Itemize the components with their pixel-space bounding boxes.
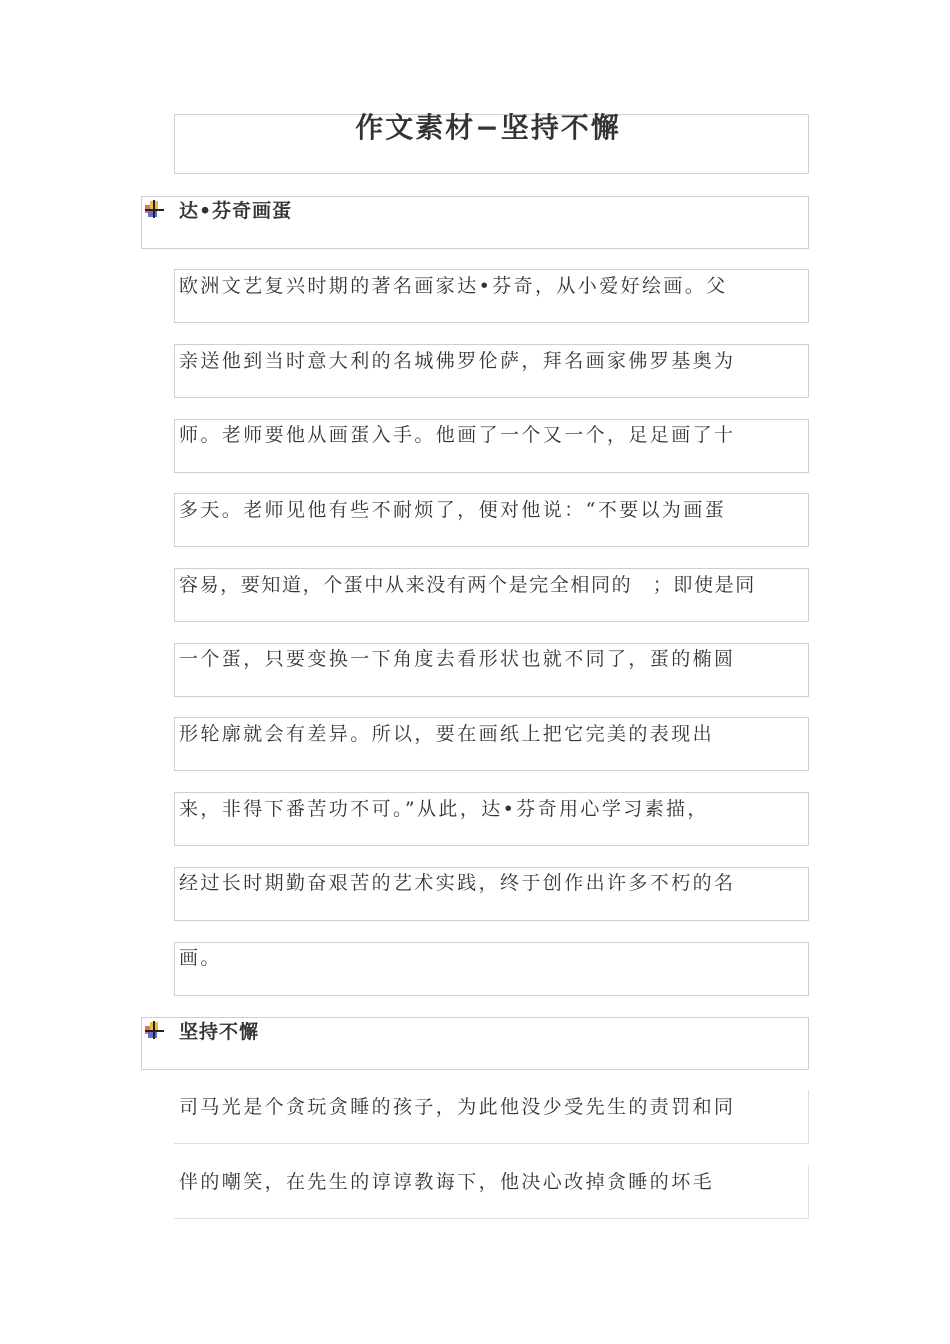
paragraph-line-box — [174, 942, 809, 996]
paragraph-line: 亲送他到当时意大利的名城佛罗伦萨，拜名画家佛罗基奥为 — [179, 350, 736, 372]
bullet-icon — [144, 1021, 164, 1041]
paragraph-line: 伴的嘲笑，在先生的谆谆教诲下，他决心改掉贪睡的坏毛 — [179, 1171, 715, 1193]
paragraph-line: 一个蛋，只要变换一下角度去看形状也就不同了，蛋的椭圆 — [179, 648, 736, 670]
section-heading: 坚持不懈 — [179, 1021, 260, 1043]
paragraph-line: 经过长时期勤奋艰苦的艺术实践，终于创作出许多不朽的名 — [179, 872, 736, 894]
paragraph-line: 画。 — [179, 947, 222, 969]
section-heading: 达•芬奇画蛋 — [179, 200, 293, 222]
paragraph-line: 司马光是个贪玩贪睡的孩子，为此他没少受先生的责罚和同 — [179, 1096, 736, 1118]
paragraph-line: 容易，要知道，个蛋中从来没有两个是完全相同的 ；即使是同 — [179, 574, 756, 596]
paragraph-line: 多天。老师见他有些不耐烦了，便对他说：“不要以为画蛋 — [179, 499, 727, 521]
document-title: 作文素材−坚持不懈 — [355, 111, 621, 144]
paragraph-line: 来，非得下番苦功不可。”从此，达•芬奇用心学习素描， — [179, 798, 709, 820]
paragraph-line: 师。老师要他从画蛋入手。他画了一个又一个，足足画了十 — [179, 424, 736, 446]
bullet-icon — [144, 200, 164, 220]
paragraph-line: 形轮廓就会有差异。所以，要在画纸上把它完美的表现出 — [179, 723, 715, 745]
paragraph-line: 欧洲文艺复兴时期的著名画家达•芬奇，从小爱好绘画。父 — [179, 275, 728, 297]
